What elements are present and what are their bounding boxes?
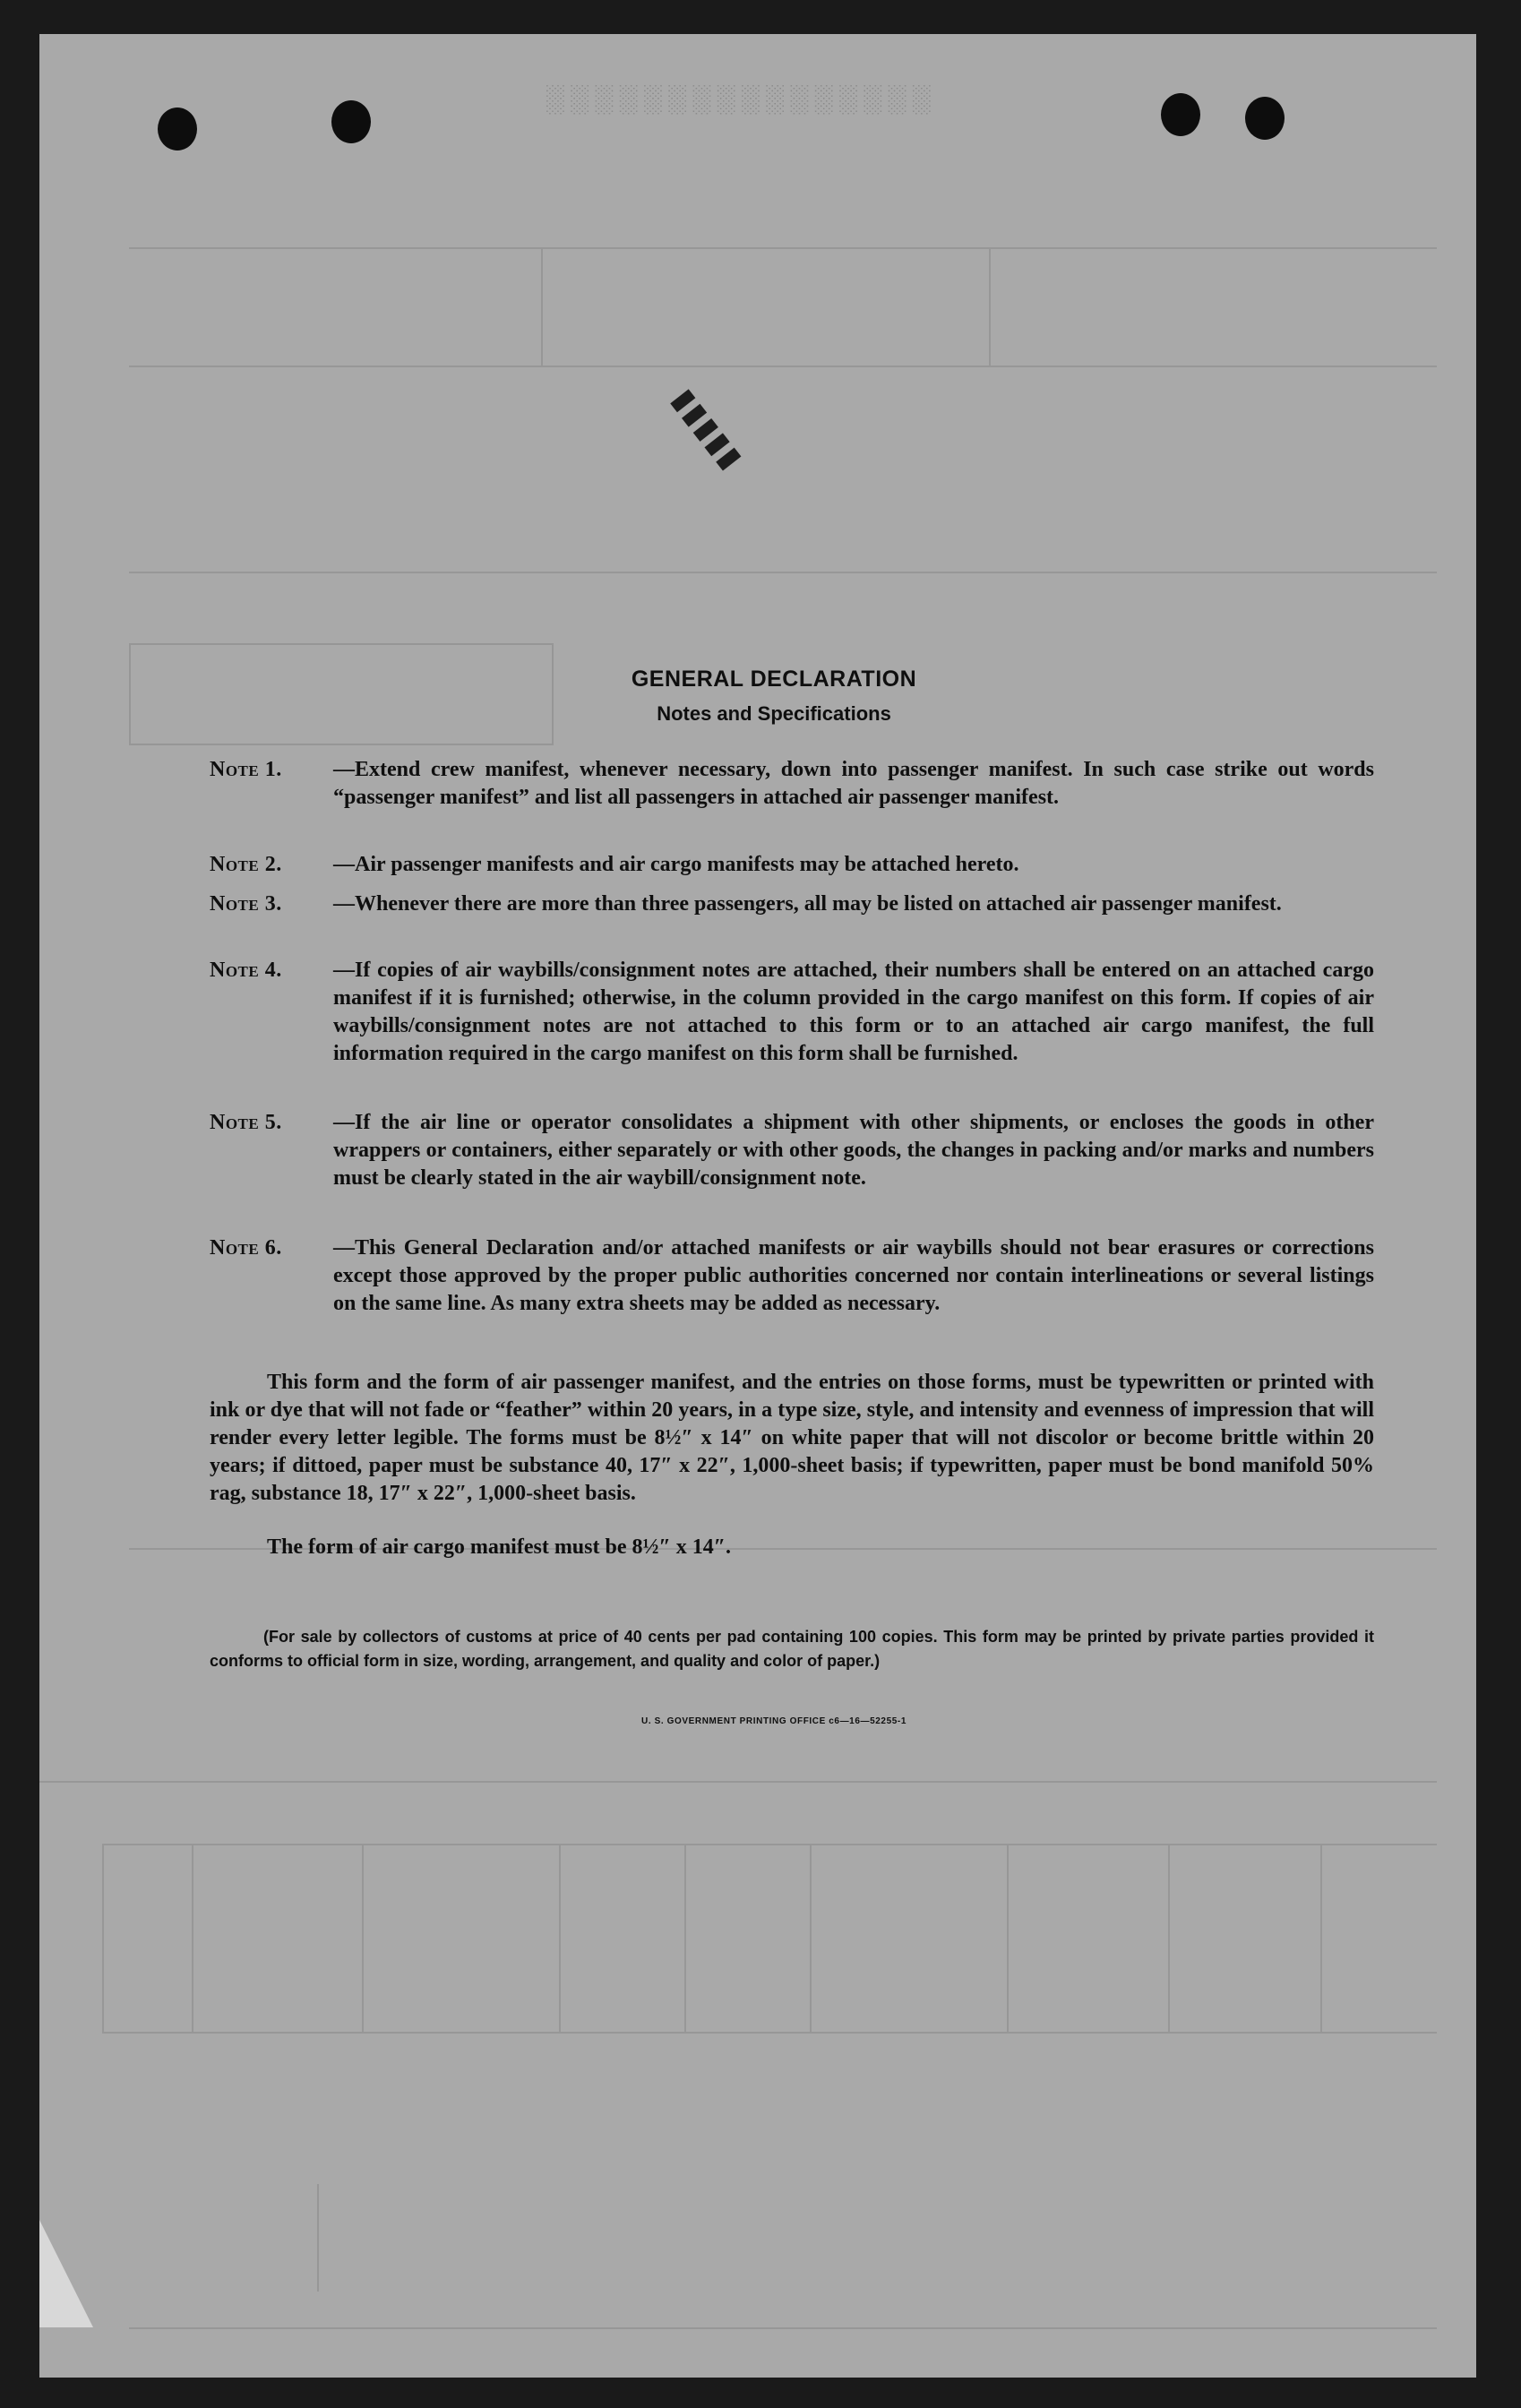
note-text: —This General Declaration and/or attached manifests or air waybills should not bear erasures or corrections except those approved by the proper public authorities concerned nor contain interlineations or several listings on the same line. As many extra sheets may be added as necessary. [333,1236,1374,1315]
note-label: Note 1. [210,758,282,781]
note-6 [210,1234,1374,1318]
note-label: Note 2. [210,853,282,876]
note-text: —If the air line or operator consolidates a shipment with other shipments, or encloses the goods in other wrappers or containers, either separately or with other goods, the changes in packing and/or marks and numbers must be clearly stated in the air waybill/consignment note. [333,1111,1374,1190]
note-3 [210,890,1374,918]
note-text: —Air passenger manifests and air cargo manifests may be attached hereto. [333,853,1019,876]
note-label: Note 4. [210,959,282,982]
note-label: Note 3. [210,892,282,916]
printing-office-line: U. S. GOVERNMENT PRINTING OFFICE c6—16—52255-1 [641,1716,907,1726]
note-2 [210,851,1374,879]
note-1 [210,756,1374,812]
note-text: —If copies of air waybills/consignment notes are attached, their numbers shall be entered on an attached cargo manifest if it is furnished; otherwise, in the column provided in the cargo manifest on this form. If copies of air waybills/consignment notes are not attached to this form or to an attached air cargo manifest, the full information required in the cargo manifest on this form shall be furnished. [333,959,1374,1065]
note-4 [210,957,1374,1068]
page-corner-curl [39,2220,93,2327]
note-5 [210,1109,1374,1192]
form-requirements-paragraph: This form and the form of air passenger manifest, and the entries on those forms, must be typewritten or printed with ink or dye that will not fade or “feather” within 20 years, in a type size, style, and intensity and evenness of impression that will render every letter legible. The forms must be 8½″ x 14″ on white paper that will not discolor or become brittle within 20 years; if dittoed, paper must be substance 40, 17″ x 22″, 1,000-sheet basis; if typewritten, paper must be bond manifold 50% rag, substance 18, 17″ x 22″, 1,000-sheet basis. [210,1371,1374,1505]
rotated-stamp-mark: ▮▮▮▮▮ [665,381,749,476]
note-label: Note 5. [210,1111,282,1134]
note-text: —Whenever there are more than three passengers, all may be listed on attached air passenger manifest. [333,892,1282,916]
sale-notice: (For sale by collectors of customs at price of 40 cents per pad containing 100 copies. This form may be printed by private parties provided it conforms to official form in size, wording, arrangement, and quality and color of paper.) [210,1628,1374,1670]
declaration-title: GENERAL DECLARATION [631,666,917,692]
note-text: —Extend crew manifest, whenever necessary, down into passenger manifest. In such case strike out words “passenger manifest” and list all passengers in attached air passenger manifest. [333,758,1374,809]
declaration-subtitle: Notes and Specifications [657,702,891,725]
document-page: ░░░░░░░░░░░░░░░░ ▮▮▮▮▮ GENERAL DECLARATION Notes and Specifications Note 1. —Extend crew manifest, whenever necessary, down into passenger manifest. In such case strike out words “passenger manifest” and list all passengers in attached air passenger manifest. Note 2. —Air passenger manifests and air cargo manifests may be attached hereto. Note 3. —Whenever there are more than three passengers, all may be listed on attached air passenger manifest. Note 4. —If copies of air waybills/consignment notes are attached, their numbers shall be entered on an attached cargo manifest if it is furnished; otherwise, in the column provided in the cargo manifest on this form. If copies of air waybills/consignment notes are not attached to this form or to an attached air cargo manifest, the full information required in the cargo manifest on this form shall be furnished. Note 5. —If the air line or operator consolidates a shipment with other shipments, or encloses the goods in other wrappers or containers, either separately or with other goods, the changes in packing and/or marks and numbers must be clearly stated in the air waybill/consignment note. Note 6. —This General Declaration and/or attached manifests or air waybills should not bear erasures or corrections except those approved by the proper public authorities concerned nor contain interlineations or several listings on the same line. As many extra sheets may be added as necessary. This form and the form of air passenger manifest, and the entries on those forms, must be typewritten or printed with ink or dye that will not fade or “feather” within 20 years, in a type size, style, and intensity and evenness of impression that will render every letter legible. The forms must be 8½″ x 14″ on white paper that will not discolor or become brittle within 20 years; if dittoed, paper must be substance 40, 17″ x 22″, 1,000-sheet basis; if typewritten, paper must be bond manifold 50% rag, substance 18, 17″ x 22″, 1,000-sheet basis. The form of air cargo manifest must be 8½″ x 14″. (For sale by collectors of customs at price of 40 cents per pad containing 100 copies. This form may be printed by private parties provided it conforms to official form in size, wording, arrangement, and quality and color of paper.) U. S. GOVERNMENT PRINTING OFFICE c6—16—52255-1 [39,34,1476,2378]
note-label: Note 6. [210,1236,282,1260]
cargo-form-size-line: The form of air cargo manifest must be 8½″ x 14″. [267,1535,731,1559]
